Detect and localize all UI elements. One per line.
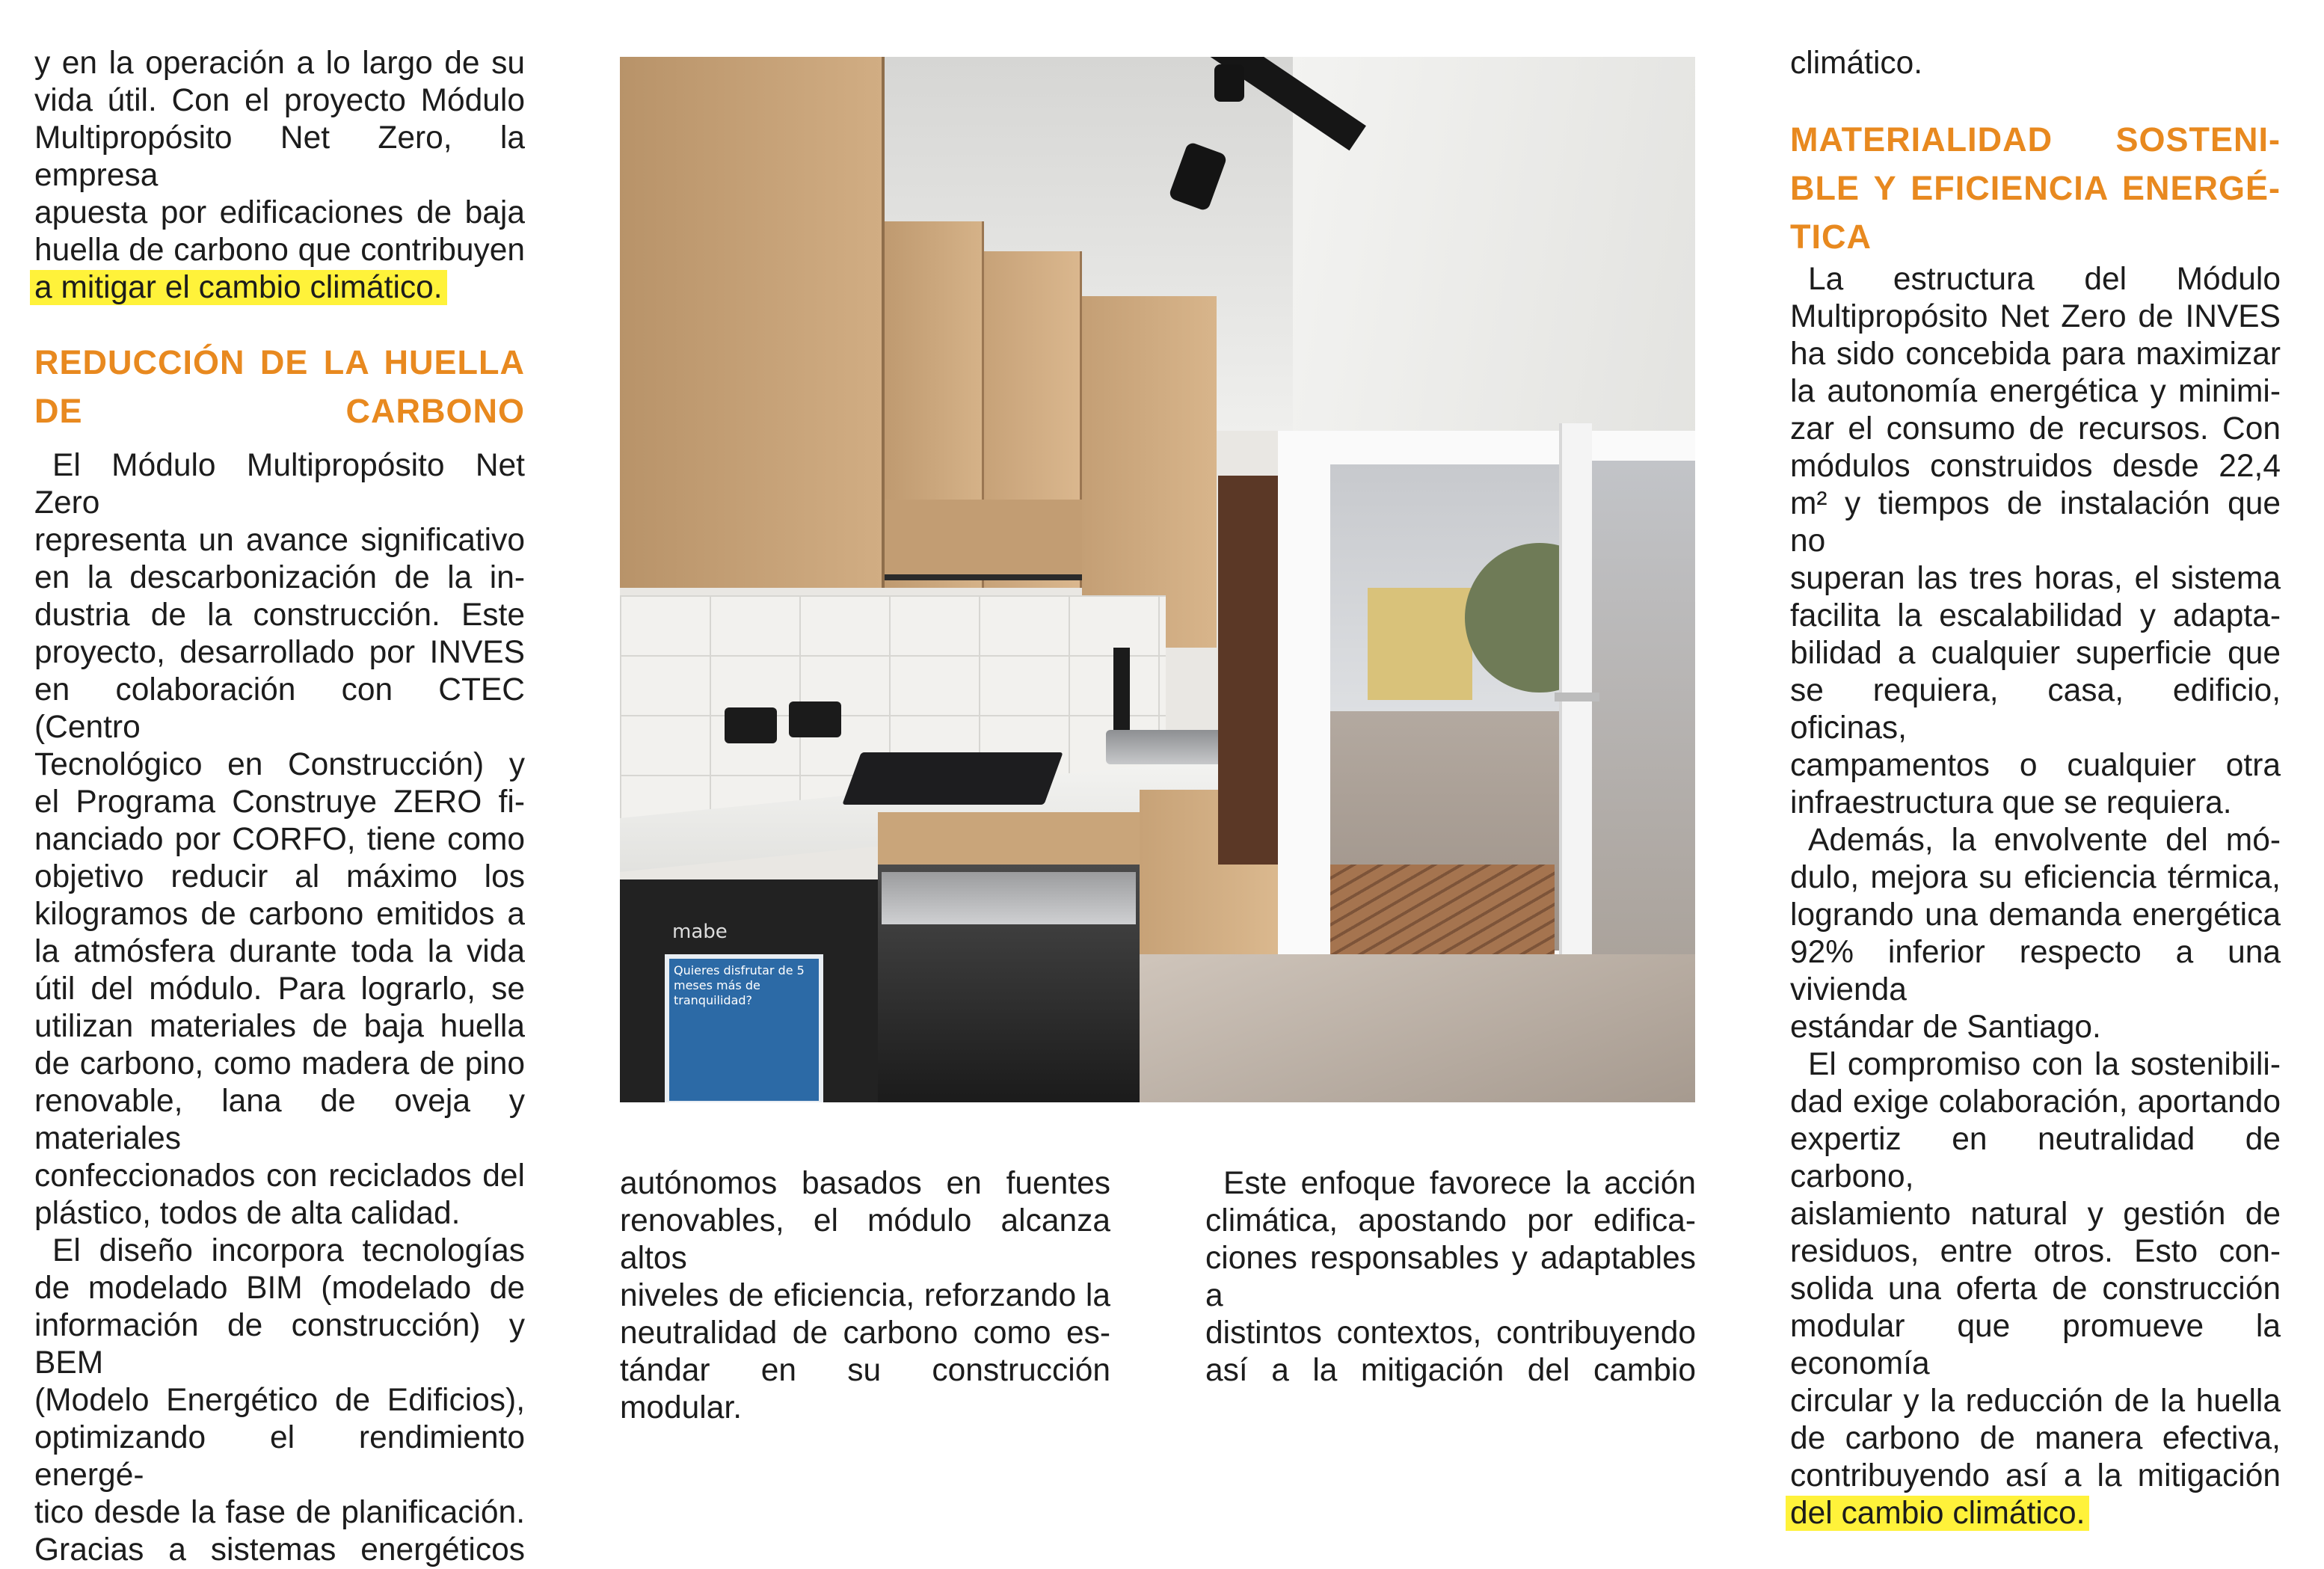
outlet (725, 707, 777, 743)
text-line: utilizan materiales de baja huella (34, 1009, 525, 1044)
body-paragraph (34, 447, 525, 1232)
text-line: El compromiso con la sostenibili- (1808, 1047, 2281, 1082)
section-heading: BLE Y EFICIENCIA ENERGÉ- (1790, 169, 2281, 207)
section-heading: MATERIALIDAD SOSTENI- (1790, 120, 2281, 159)
lower-cabinet (878, 812, 1140, 865)
text-line: dustria de la construcción. Este (34, 598, 525, 633)
text-line: distintos contextos, contribuyendo (1205, 1315, 1696, 1351)
text-line: bilidad a cualquier superficie que (1790, 636, 2281, 671)
text-line: y en la operación a lo largo de su (34, 46, 525, 81)
body-paragraph (1790, 261, 2281, 822)
floor (1140, 954, 1695, 1102)
text-line: logrando una demanda energética (1790, 897, 2281, 933)
text-line: la atmósfera durante toda la vida (34, 934, 525, 969)
text-line: Multipropósito Net Zero, la empresa (34, 120, 525, 193)
text-line: módulos construidos desde 22,4 (1790, 449, 2281, 484)
sink (1106, 730, 1233, 764)
text-line: ha sido concebida para maximizar (1790, 337, 2281, 372)
text-line: solida una oferta de construcción (1790, 1271, 2281, 1307)
text-line: ciones responsables y adaptables a (1205, 1241, 1696, 1313)
deck (1330, 865, 1555, 962)
upper-cabinet (620, 57, 885, 588)
text-line: útil del módulo. Para lograrlo, se (34, 971, 525, 1007)
text-line: niveles de eficiencia, reforzando la (620, 1278, 1110, 1313)
outlet (789, 701, 841, 737)
shed (1368, 588, 1472, 700)
text-line: objetivo reducir al máximo los (34, 859, 525, 894)
text-line: El diseño incorpora tecnologías (52, 1233, 525, 1268)
text-line: (Modelo Energético de Edificios), (34, 1383, 525, 1418)
text-line: autónomos basados en fuentes (620, 1166, 1110, 1201)
text-line: contribuyendo así a la mitigación (1790, 1458, 2281, 1493)
text-line: así a la mitigación del cambio (1205, 1353, 1696, 1388)
spotlight (1214, 64, 1244, 102)
text-line: información de construcción) y BEM (34, 1308, 525, 1381)
brand-label: mabe (672, 921, 728, 943)
text-line: kilogramos de carbono emitidos a (34, 897, 525, 932)
text-line: circular y la reducción de la huella (1790, 1384, 2281, 1419)
body-paragraph (1790, 1046, 2281, 1532)
text-line: estándar de Santiago. (1790, 1010, 2101, 1045)
text-line: se requiera, casa, edificio, oficinas, (1790, 673, 2281, 746)
doorway (1218, 476, 1278, 865)
text-line: 92% inferior respecto a una vivienda (1790, 935, 2281, 1007)
sticker-text: Quieres disfrutar de 5 meses más de tranquilidad? (674, 963, 805, 1007)
text-line: vida útil. Con el proyecto Módulo (34, 83, 525, 118)
text-line: expertiz en neutralidad de carbono, (1790, 1122, 2281, 1194)
text-line: Gracias a sistemas energéticos (34, 1532, 525, 1568)
text-line: de carbono de manera efectiva, (1790, 1421, 2281, 1456)
column-4 (1790, 45, 2281, 1532)
highlighted-text: del cambio climático. (1786, 1496, 2089, 1531)
text-line: Además, la envolvente del mó- (1808, 823, 2281, 858)
text-line: climático. (1790, 46, 1923, 81)
text-line: residuos, entre otros. Esto con- (1790, 1234, 2281, 1269)
section-heading: DE CARBONO (34, 392, 525, 430)
text-line: modular que promueve la economía (1790, 1309, 2281, 1381)
text-line: campamentos o cualquier otra (1790, 748, 2281, 783)
text-line: tándar en su construcción modular. (620, 1353, 1110, 1425)
text-line: El Módulo Multipropósito Net Zero (34, 448, 525, 521)
column-2 (620, 1165, 1110, 1427)
range-hood (885, 500, 1082, 580)
text-line: de carbono, como madera de pino (34, 1046, 525, 1081)
text-line: Multipropósito Net Zero de INVES (1790, 299, 2281, 334)
text-line: Tecnológico en Construcción) y (34, 747, 525, 782)
text-line: nanciado por CORFO, tiene como (34, 822, 525, 857)
body-paragraph (34, 1232, 525, 1569)
text-line: neutralidad de carbono como es- (620, 1315, 1110, 1351)
intro-paragraph (34, 45, 525, 307)
column-3 (1205, 1165, 1696, 1390)
text-line: La estructura del Módulo (1808, 262, 2281, 297)
text-line: plástico, todos de alta calidad. (34, 1196, 461, 1231)
text-line: optimizando el rendimiento energé- (34, 1420, 525, 1493)
text-line: renovables, el módulo alcanza altos (620, 1203, 1110, 1276)
text-line: confeccionados con reciclados del (34, 1158, 525, 1194)
section-heading: TICA (1790, 218, 1872, 256)
text-line: facilita la escalabilidad y adapta- (1790, 598, 2281, 633)
column-1 (34, 45, 525, 1569)
text-line: huella de carbono que contribuyen (34, 233, 525, 268)
text-line: dad exige colaboración, aportando (1790, 1084, 2281, 1120)
text-line: en colaboración con CTEC (Centro (34, 672, 525, 745)
text-line: climática, apostando por edifica- (1205, 1203, 1696, 1238)
text-line: representa un avance significativo (34, 523, 525, 558)
highlighted-text: a mitigar el cambio climático. (30, 270, 447, 305)
cooktop (842, 752, 1063, 805)
text-line: infraestructura que se requiera. (1790, 785, 2232, 820)
text-line: renovable, lana de oveja y materiales (34, 1084, 525, 1156)
oven-panel (882, 872, 1136, 924)
door-handle (1555, 693, 1599, 701)
text-line: aislamiento natural y gestión de (1790, 1197, 2281, 1232)
text-line: dulo, mejora su eficiencia térmica, (1790, 860, 2281, 895)
text-line: superan las tres horas, el sistema (1790, 561, 2281, 596)
text-line: en la descarbonización de la in- (34, 560, 525, 595)
faucet (1113, 648, 1130, 737)
body-paragraph (1790, 822, 2281, 1046)
text-line: la autonomía energética y minimi- (1790, 374, 2281, 409)
text-line: de modelado BIM (modelado de (34, 1271, 525, 1306)
text-line: tico desde la fase de planificación. (34, 1495, 525, 1530)
text-line: apuesta por edificaciones de baja (34, 195, 525, 230)
text-line: proyecto, desarrollado por INVES (34, 635, 525, 670)
text-line: Este enfoque favorece la acción (1223, 1166, 1696, 1201)
text-line: zar el consumo de recursos. Con (1790, 411, 2281, 446)
kitchen-photo (620, 57, 1695, 1102)
text-line: m² y tiempos de instalación que no (1790, 486, 2281, 559)
section-heading: REDUCCIÓN DE LA HUELLA (34, 343, 525, 381)
text-line: el Programa Construye ZERO fi- (34, 784, 525, 820)
